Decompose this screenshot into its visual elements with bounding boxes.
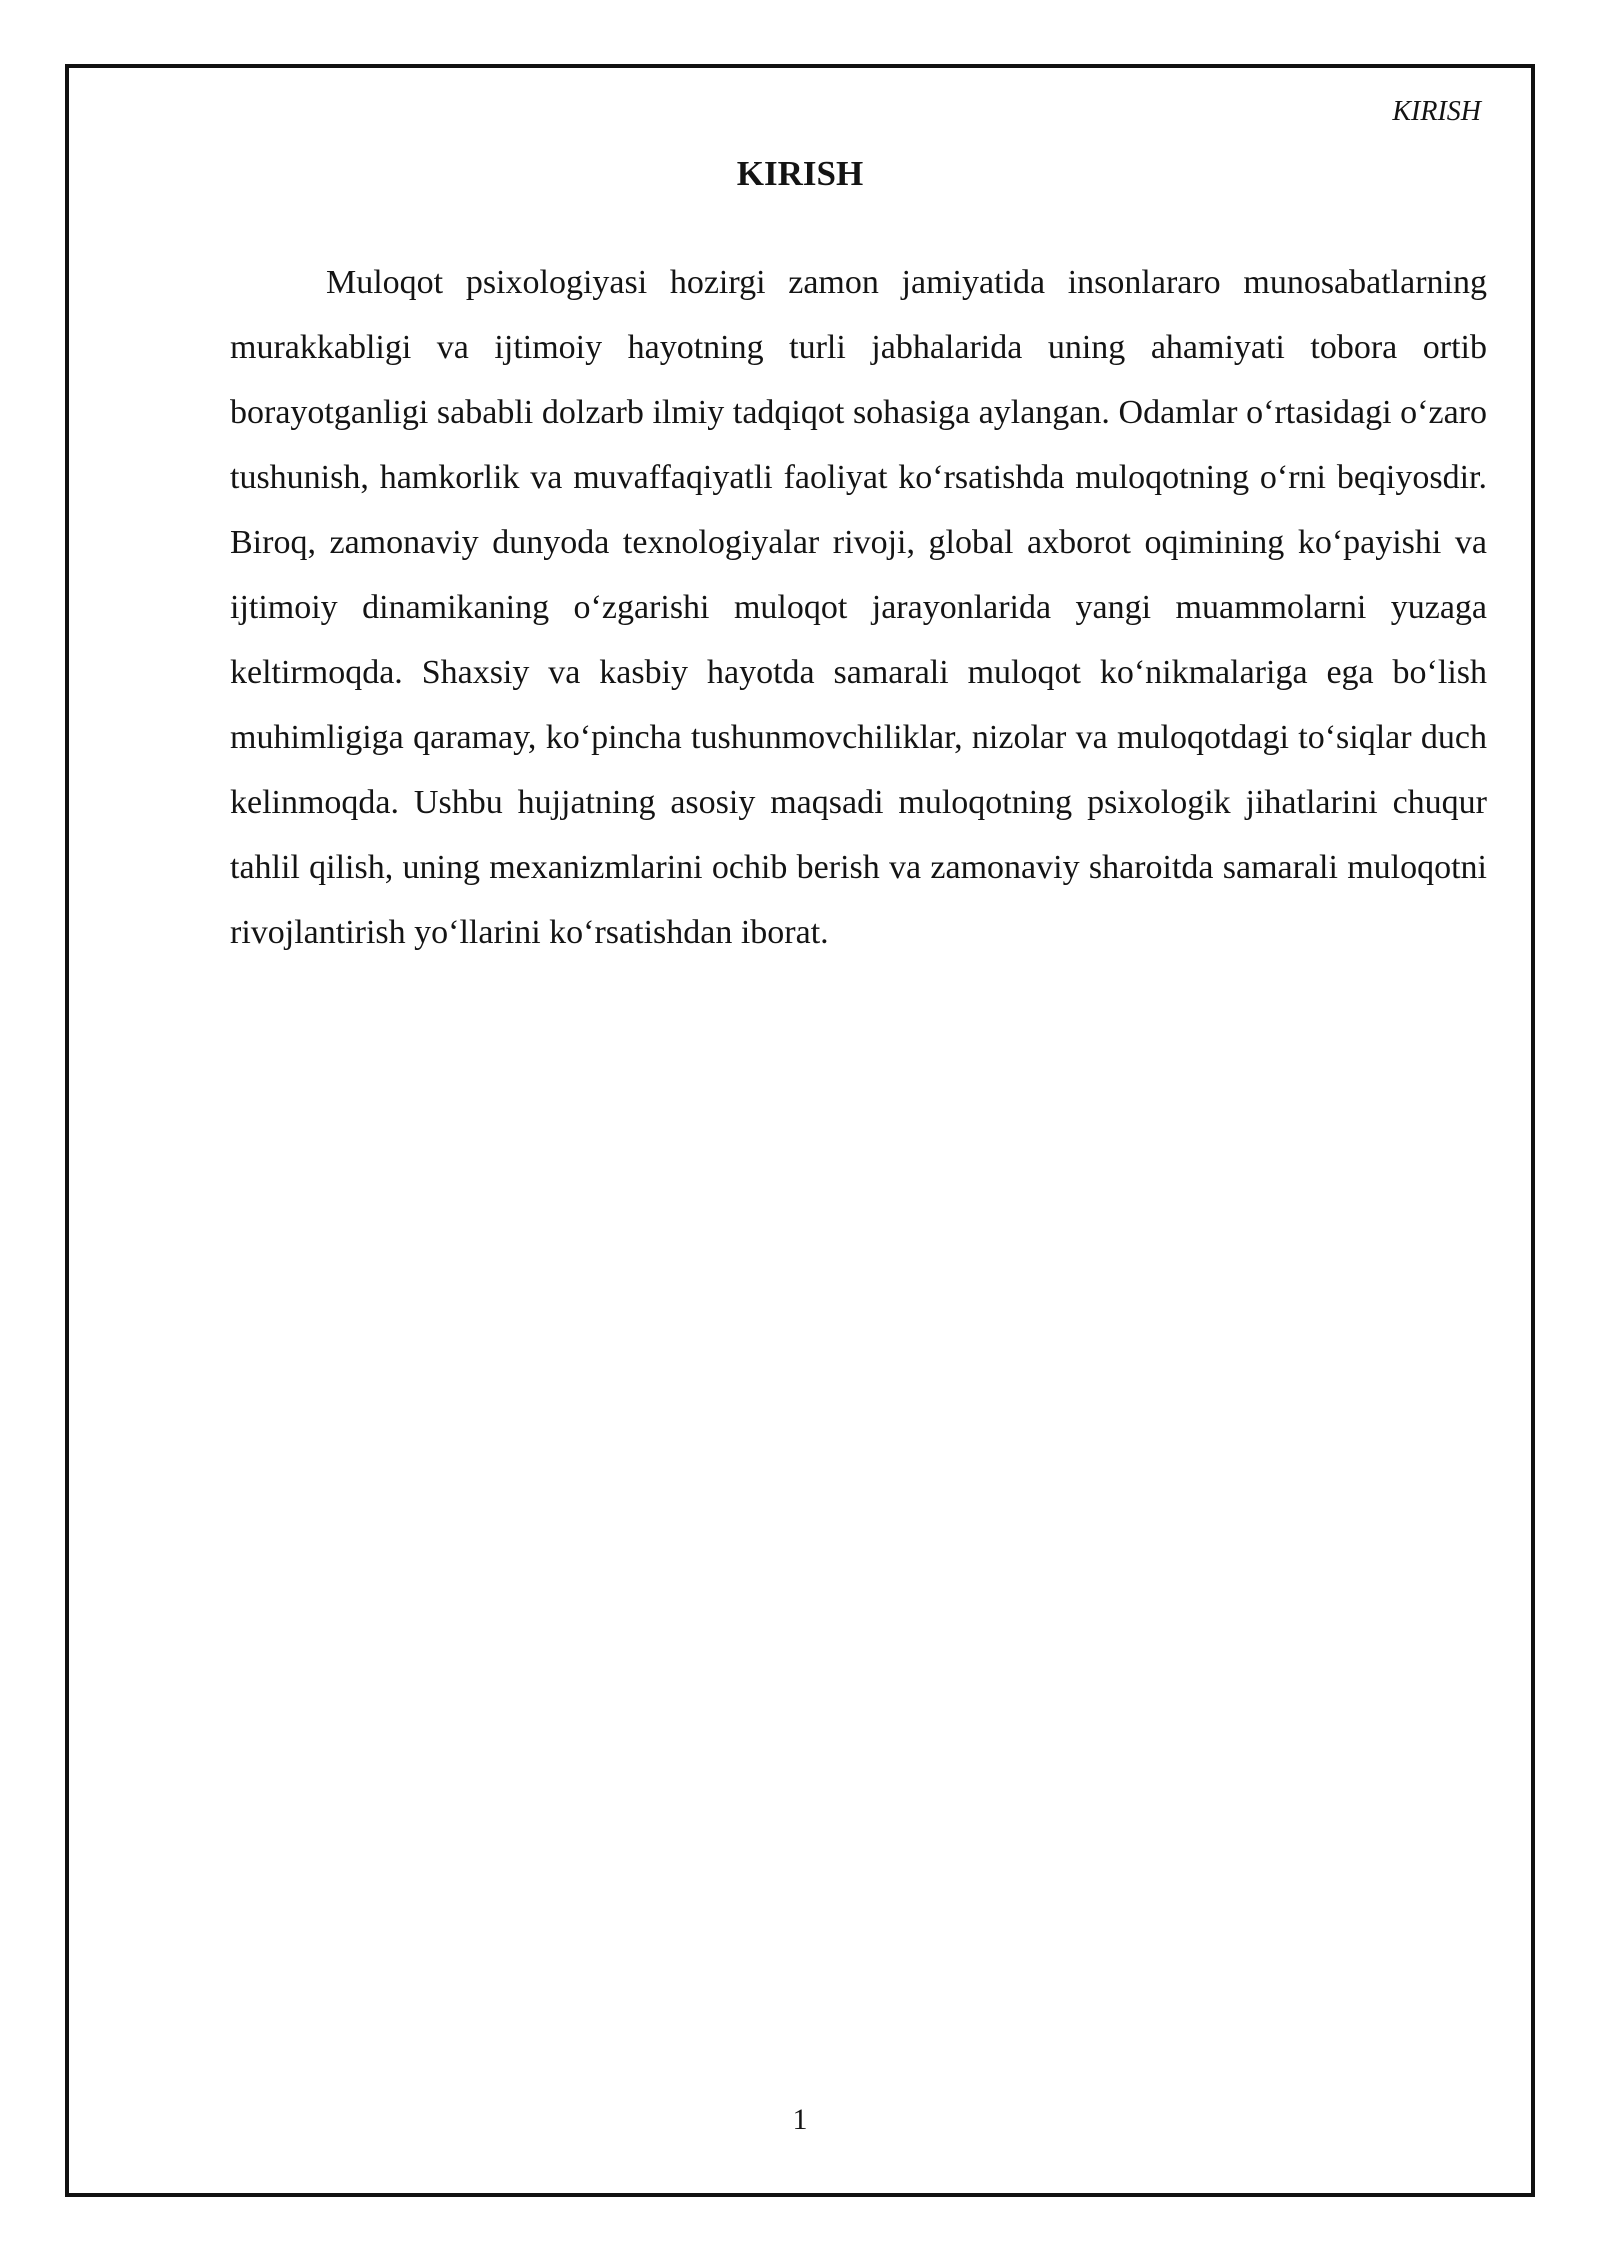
body-paragraph: Muloqot psixologiyasi hozirgi zamon jamiyatida insonlararo munosabatlarning murakkabligi va ijtimoiy hayotning turli jabhalarida uning ahamiyati tobora ortib borayotganligi sababli dolzarb ilmiy tadqiqot sohasiga aylangan. Odamlar oʻrtasidagi oʻzaro tushunish, hamkorlik va muvaffaqiyatli faoliyat koʻrsatishda muloqotning oʻrni beqiyosdir. Biroq, zamonaviy dunyoda texnologiyalar rivoji, global axborot oqimining koʻpayishi va ijtimoiy dinamikaning oʻzgarishi muloqot jarayonlarida yangi muammolarni yuzaga keltirmoqda. Shaxsiy va kasbiy hayotda samarali muloqot koʻnikmalariga ega boʻlish muhimligiga qaramay, koʻpincha tushunmovchiliklar, nizolar va muloqotdagi toʻsiqlar duch kelinmoqda. Ushbu hujjatning asosiy maqsadi muloqotning psixologik jihatlarini chuqur tahlil qilish, uning mexanizmlarini ochib berish va zamonaviy sharoitda samarali muloqotni rivojlantirish yoʻllarini koʻrsatishdan iborat. bbox=[230, 264, 1487, 951]
section-title: KIRISH bbox=[736, 154, 864, 193]
page-border bbox=[65, 64, 1535, 2197]
page-number: 1 bbox=[792, 2103, 808, 2136]
running-header: KIRISH bbox=[1392, 96, 1481, 127]
